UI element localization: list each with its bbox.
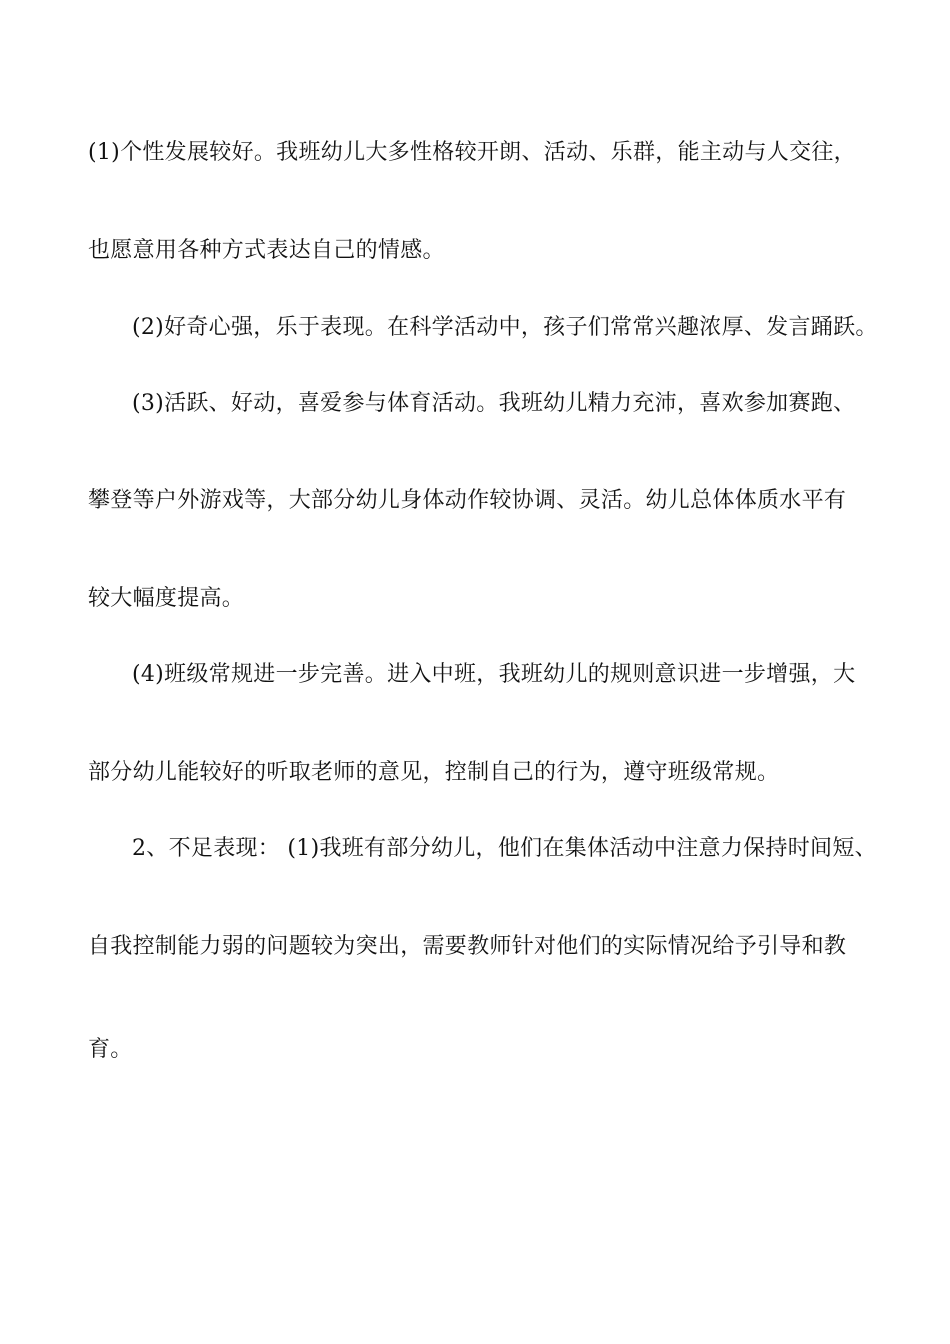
paragraph-line: 育。: [88, 1037, 133, 1062]
paragraph-line: (1)个性发展较好。我班幼儿大多性格较开朗、活动、乐群，能主动与人交往，: [88, 140, 856, 165]
paragraph-line: 自我控制能力弱的问题较为突出，需要教师针对他们的实际情况给予引导和教: [88, 934, 847, 959]
paragraph-line: 2、不足表现： (1)我班有部分幼儿，他们在集体活动中注意力保持时间短、: [132, 836, 877, 861]
paragraph-line: 也愿意用各种方式表达自己的情感。: [88, 238, 445, 263]
paragraph-line: 攀登等户外游戏等，大部分幼儿身体动作较协调、灵活。幼儿总体体质水平有: [88, 488, 847, 513]
paragraph-line: (3)活跃、好动，喜爱参与体育活动。我班幼儿精力充沛，喜欢参加赛跑、: [132, 391, 856, 416]
paragraph-line: (4)班级常规进一步完善。进入中班，我班幼儿的规则意识进一步增强，大: [132, 662, 856, 687]
paragraph-line: (2)好奇心强，乐于表现。在科学活动中，孩子们常常兴趣浓厚、发言踊跃。: [132, 315, 878, 340]
paragraph-line: 较大幅度提高。: [88, 586, 245, 611]
paragraph-line: 部分幼儿能较好的听取老师的意见，控制自己的行为，遵守班级常规。: [88, 760, 780, 785]
